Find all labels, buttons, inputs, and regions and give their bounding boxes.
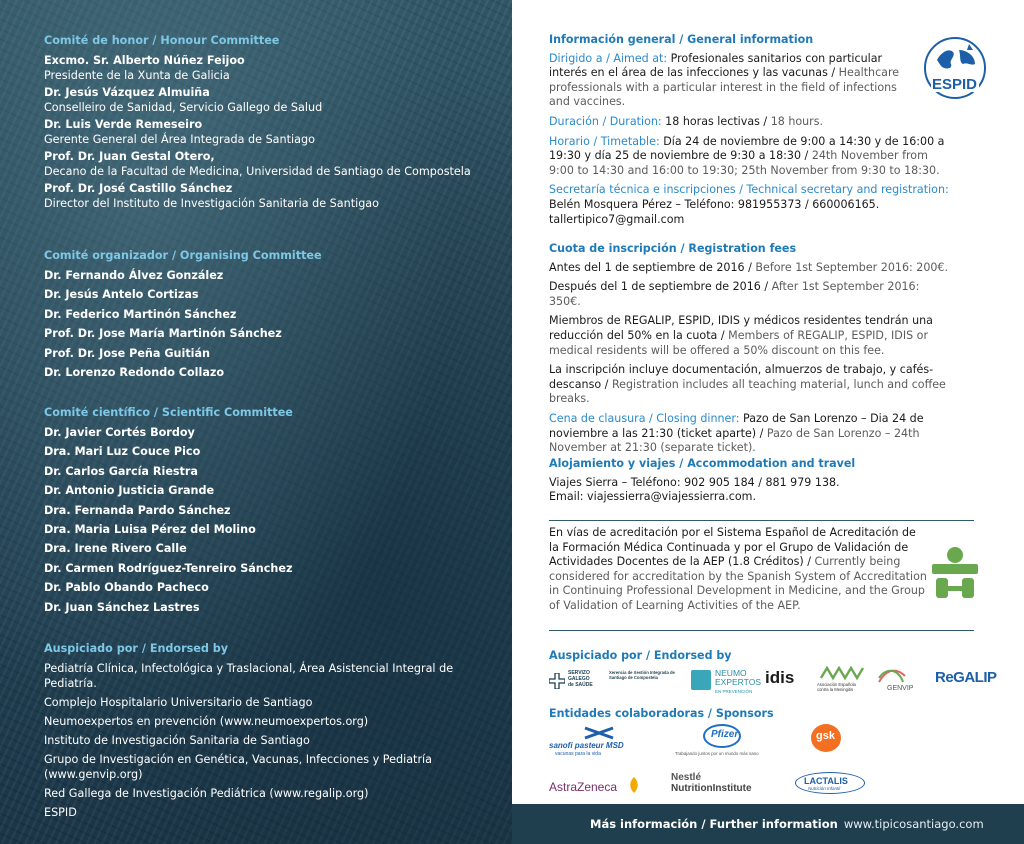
timetable	[549, 135, 949, 179]
neumo-text-2: EXPERTOS	[715, 676, 761, 687]
accommodation-travel	[549, 457, 949, 505]
dinner-label: Cena de clausura / Closing dinner:	[549, 411, 740, 425]
footer-bar	[512, 804, 1024, 844]
sanofi-text-1: sanofi pasteur MSD	[549, 741, 624, 750]
fee-members-es: Miembros de REGALIP, ESPID, IDIS y médicos residentes tendrán una reducción del 50% en la cuota /	[549, 314, 933, 342]
organising-heading: Comité organizador / Organising Committee	[44, 249, 322, 262]
endorser-item: Instituto de Investigación Sanitaria de Santiago	[44, 734, 310, 747]
endorsed-heading: Auspiciado por / Endorsed by	[44, 642, 229, 655]
general-information	[549, 33, 949, 232]
endorser-item: ESPID	[44, 806, 77, 819]
duration-en: 18 hours.	[770, 114, 824, 128]
member-role: Decano de la Facultad de Medicina, Universidad de Santiago de Compostela	[44, 165, 471, 178]
sergas-logo	[549, 670, 615, 694]
aem-text-1: Asociación Española	[817, 682, 856, 687]
scientist-name: Dr. Antonio Justicia Grande	[44, 484, 215, 498]
member-role: Conselleiro de Sanidad, Servicio Gallego de Salud	[44, 101, 323, 114]
footer-url[interactable]: www.tipicosantiago.com	[843, 817, 984, 831]
espid-logo	[923, 36, 987, 100]
secretary-label: Secretaría técnica e inscripciones / Technical secretary and registration:	[549, 183, 949, 197]
astrazeneca-logo	[549, 776, 649, 798]
espid-wordmark: ESPID	[932, 76, 978, 93]
organiser-name: Dr. Jesús Antelo Cortizas	[44, 288, 199, 302]
divider-bottom	[549, 630, 974, 631]
neumo-icon	[691, 670, 711, 690]
timetable-label: Horario / Timetable:	[549, 134, 660, 148]
accreditation-es: En vías de acreditación por el Sistema Español de Acreditación de la Formación Médica Continuada y por el Grupo de Validación de Actividades Docentes de la AEP (1.8 Créditos) /	[549, 526, 916, 569]
honour-member	[44, 53, 494, 83]
aimed-label: Dirigido a / Aimed at:	[549, 51, 668, 65]
pfizer-text-1: Pfizer	[711, 729, 739, 740]
divider-top	[549, 520, 974, 521]
scientist-name: Dra. Mari Luz Couce Pico	[44, 445, 201, 459]
duration-label: Duración / Duration:	[549, 114, 662, 128]
fee-includes-en: Registration includes all teaching material, lunch and coffee breaks.	[549, 377, 946, 406]
honour-member	[44, 117, 494, 147]
scientist-name: Dra. Irene Rivero Calle	[44, 542, 187, 556]
member-name: Prof. Dr. Juan Gestal Otero,	[44, 150, 215, 163]
member-name: Dr. Luis Verde Remeseiro	[44, 118, 203, 131]
sanofi-text-2: vacunas para la vida	[555, 751, 601, 757]
scientist-name: Dr. Juan Sánchez Lastres	[44, 600, 200, 614]
fees-heading: Cuota de inscripción / Registration fees	[549, 242, 797, 255]
organising-committee	[44, 248, 494, 384]
endorser-item: Grupo de Investigación en Genética, Vacunas, Infecciones y Pediatría (www.genvip.org)	[44, 753, 433, 781]
general-heading: Información general / General information	[549, 33, 814, 46]
secretary	[549, 183, 949, 227]
scientist-name: Dr. Carmen Rodríguez-Tenreiro Sánchez	[44, 561, 293, 575]
fee-before-en: Before 1st September 2016: 200€.	[755, 260, 949, 274]
organiser-name: Dr. Fernando Álvez González	[44, 269, 224, 282]
pfizer-logo	[675, 724, 775, 758]
footer-label: Más información / Further information	[590, 817, 838, 831]
scientist-name: Dra. Maria Luisa Pérez del Molino	[44, 522, 256, 536]
fee-after	[549, 280, 949, 309]
endorser-item: Neumoexpertos en prevención (www.neumoexpertos.org)	[44, 715, 369, 728]
travel-email: Email: viajessierra@viajessierra.com.	[549, 490, 756, 504]
member-name: Dr. Jesús Vázquez Almuiña	[44, 86, 210, 99]
information-panel	[512, 0, 1024, 844]
registration-fees	[549, 242, 949, 461]
scientist-name: Dr. Javier Cortés Bordoy	[44, 426, 195, 439]
fee-includes-es: La inscripción incluye documentación, almuerzos de trabajo, y cafés-descanso /	[549, 363, 934, 391]
fee-after-en: After 1st September 2016: 350€.	[549, 280, 920, 308]
member-name: Prof. Dr. José Castillo Sánchez	[44, 182, 233, 195]
honour-member	[44, 149, 494, 179]
nestle-text-2: NutritionInstitute	[671, 783, 752, 794]
honour-member	[44, 181, 494, 211]
fee-members-en: Members of REGALIP, ESPID, IDIS or medical residents will be offered a 50% discount on this fee.	[549, 328, 929, 357]
endorsed-heading-right: Auspiciado por / Endorsed by	[549, 649, 732, 662]
gsk-logo	[811, 724, 847, 754]
lactalis-text-1: LACTALIS	[804, 776, 848, 786]
timetable-es: Día 24 de noviembre de 9:00 a 14:30 y de 16:00 a 19:30 y día 25 de noviembre de 9:30 a 18:30 /	[549, 134, 945, 163]
aem-text-2: contra la Meningitis	[817, 687, 854, 692]
member-role: Gerente General del Área Integrada de Santiago	[44, 133, 315, 146]
honour-member	[44, 85, 494, 115]
fee-includes	[549, 363, 949, 407]
astra-text: AstraZeneca	[549, 780, 618, 794]
secretary-text: Belén Mosquera Pérez – Teléfono: 981955373 / 660006165. tallertipico7@gmail.com	[549, 197, 880, 226]
member-name: Excmo. Sr. Alberto Núñez Feijoo	[44, 54, 245, 67]
endorsed-heading-right-wrap	[549, 649, 949, 668]
scientific-committee	[44, 405, 494, 619]
endorser-item: Red Gallega de Investigación Pediátrica (www.regalip.org)	[44, 787, 369, 800]
organiser-name: Prof. Dr. Jose Peña Guitián	[44, 346, 211, 360]
fee-before	[549, 261, 949, 276]
scientist-name: Dra. Fernanda Pardo Sánchez	[44, 503, 231, 517]
aimed-at	[549, 52, 919, 110]
duration	[549, 115, 919, 130]
timetable-en: 24th November from 9:00 to 14:30 and 16:00 to 19:30; 25th November from 9:30 to 18:30.	[549, 149, 940, 177]
sanofi-logo	[549, 726, 649, 760]
organiser-name: Prof. Dr. Jose María Martinón Sánchez	[44, 327, 282, 341]
endorser-item: Complejo Hospitalario Universitario de Santiago	[44, 696, 313, 709]
scientific-heading: Comité científico / Scientific Committee	[44, 406, 293, 419]
dinner-en: Pazo de San Lorenzo – 24th November at 21:30 (separate ticket).	[549, 426, 920, 455]
regalip-logo: ReGALIP	[935, 669, 997, 686]
sergas-text-3: de SAÚDE	[568, 682, 593, 688]
neumoexpertos-logo	[691, 669, 767, 695]
sergas-text-1: SERVIZO	[568, 670, 590, 676]
gsk-text: gsk	[816, 730, 835, 742]
travel-phone: Viajes Sierra – Teléfono: 902 905 184 / 881 979 138.	[549, 475, 840, 489]
accreditation-note	[549, 526, 927, 614]
lactalis-text-2: Nutrición Infantil	[808, 786, 841, 791]
duration-es: 18 horas lectivas /	[661, 114, 771, 128]
aem-logo	[817, 666, 867, 696]
fee-before-es: Antes del 1 de septiembre de 2016 /	[549, 260, 756, 274]
footer-text	[590, 817, 984, 831]
endorser-logos	[549, 666, 1019, 698]
sponsor-logos	[549, 724, 1019, 800]
neumo-text-3: EN PREVENCIÓN	[715, 689, 753, 694]
sponsors-heading-wrap	[549, 707, 949, 726]
aimed-es: Profesionales sanitarios con particular interés en el área de las infecciones y las vacunas /	[549, 51, 883, 80]
organiser-name: Dr. Lorenzo Redondo Collazo	[44, 365, 225, 379]
accreditation-en: Currently being considered for accreditation by the Spanish System of Accreditation in Continuing Professional Development in Medicine, and the Group of Validation of Learning Activities of the AEP.	[549, 555, 927, 612]
xerencia-logo: Xerencia de Xestión Integrada de Santiago de Compostela	[609, 670, 675, 680]
genvip-logo	[873, 666, 923, 696]
dinner-es: Pazo de San Lorenzo – Dia 24 de noviembre a las 21:30 (ticket aparte) /	[549, 411, 924, 440]
fee-members	[549, 314, 949, 358]
accommodation-heading: Alojamiento y viajes / Accommodation and travel	[549, 457, 856, 470]
member-role: Presidente de la Xunta de Galicia	[44, 69, 230, 82]
nestle-logo	[669, 772, 779, 798]
neumo-text-1: NEUMO	[715, 668, 747, 678]
accreditation-logo	[930, 546, 980, 602]
genvip-text: GENVIP	[887, 685, 914, 692]
scientist-name: Dr. Carlos García Riestra	[44, 464, 198, 478]
nestle-text-1: Nestlé	[671, 772, 702, 783]
lactalis-logo	[795, 770, 875, 798]
sergas-text-2: GALEGO	[568, 676, 590, 682]
aimed-en: Healthcare professionals with a particular interest in the field of infections and vaccines.	[549, 66, 900, 109]
organiser-name: Dr. Federico Martinón Sánchez	[44, 307, 237, 321]
endorser-item: Pediatría Clínica, Infectológica y Traslacional, Área Asistencial Integral de Pediatría.	[44, 662, 454, 690]
idis-logo: idis	[765, 668, 795, 687]
sponsors-heading: Entidades colaboradoras / Sponsors	[549, 707, 774, 720]
closing-dinner	[549, 412, 949, 456]
honour-heading: Comité de honor / Honour Committee	[44, 34, 280, 47]
scientist-name: Dr. Pablo Obando Pacheco	[44, 581, 209, 595]
member-role: Director del Instituto de Investigación Sanitaria de Santigao	[44, 197, 379, 210]
pfizer-text-2: Trabajando juntos por un mundo más sano	[675, 751, 759, 756]
endorsed-list-left	[44, 641, 484, 824]
honour-committee	[44, 33, 494, 213]
fee-after-es: Después del 1 de septiembre de 2016 /	[549, 280, 772, 294]
